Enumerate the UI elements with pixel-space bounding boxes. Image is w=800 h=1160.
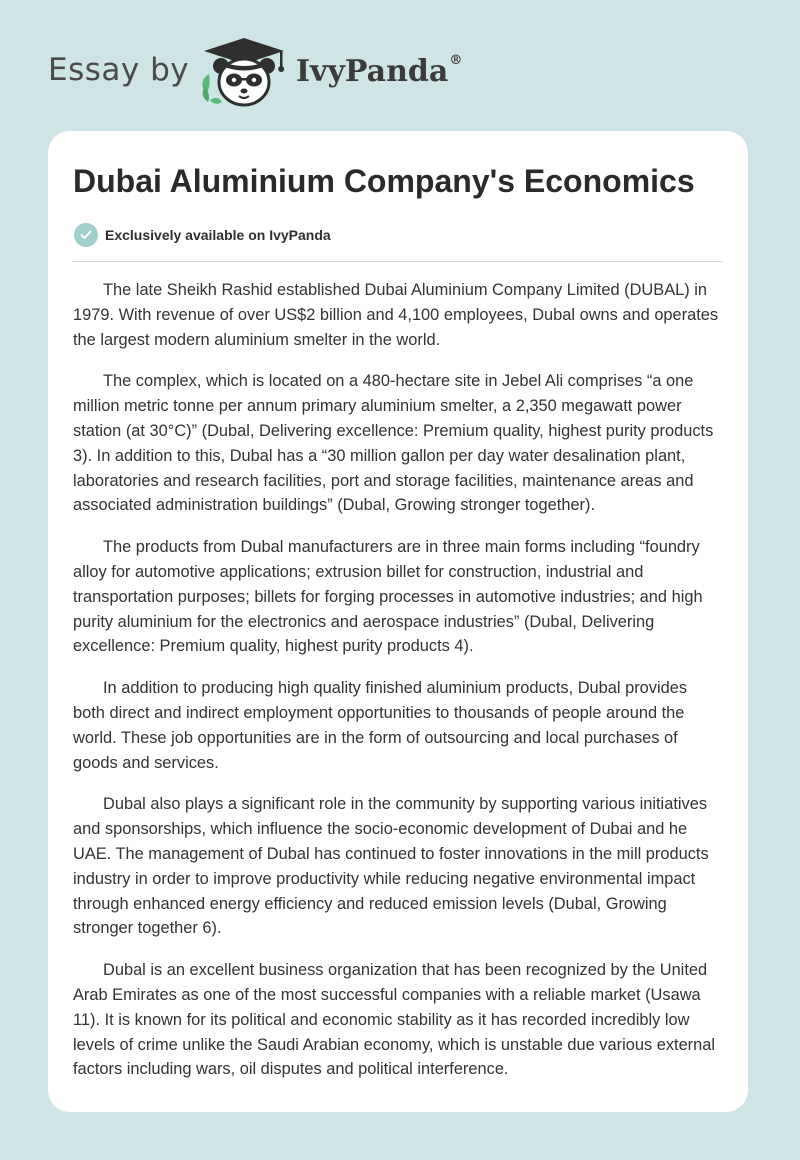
- paragraph-3: The products from Dubal manufacturers are in three main forms including “foundry alloy for automotive applications; extrusion billet for construction, industrial and transportation purposes; billets for forging processes in automotive industries; and high purity aluminium for the electronics and aerospace industries” (Dubal, Delivering excellence: Premium quality, highest purity products 4).: [73, 538, 703, 656]
- brand-text: IvyPanda: [296, 54, 449, 89]
- paragraph-2: The complex, which is located on a 480-hectare site in Jebel Ali comprises “a one million metric tonne per annum primary aluminium smelter, a 2,350 megawatt power station (at 30°C)” (Dubal, Delivering excellence: Premium quality, highest purity products 3). In addition to this, Dubal has a “30 million gallon per day water desalination plant, laboratories and research facilities, port and storage facilities, maintenance areas and associated administration buildings” (Dubal, Growing stronger together).: [73, 372, 714, 515]
- essay-by-label: Essay by: [48, 52, 190, 88]
- exclusive-badge: [74, 223, 331, 247]
- exclusive-label: Exclusively available on IvyPanda: [105, 227, 331, 243]
- site-header: [0, 0, 800, 130]
- paragraph-6: Dubal is an excellent business organization that has been recognized by the United Arab Emirates as one of the most successful companies with a reliable market (Usawa 11). It is known for its political and economic stability as it has recorded incredibly low levels of crime unlike the Saudi Arabian economy, which is unstable due various external factors including wars, oil disputes and political interference.: [73, 961, 716, 1079]
- paragraph-5: Dubal also plays a significant role in the community by supporting various initiatives and sponsorships, which influence the socio-economic development of Dubai and he UAE. The management of Dubal has continued to foster innovations in the mill products industry in order to improve productivity while reducing negative environmental impact through enhanced energy efficiency and reduced emission levels (Dubal, Growing stronger together 6).: [73, 795, 709, 938]
- check-icon: [74, 223, 98, 247]
- article-card: [48, 131, 748, 1112]
- divider: [73, 261, 723, 262]
- registered-mark: ®: [449, 53, 463, 68]
- panda-graduate-icon: [198, 36, 290, 110]
- brand-name[interactable]: [296, 54, 462, 89]
- page-title: Dubai Aluminium Company's Economics: [73, 163, 695, 199]
- article-body: [73, 278, 723, 1099]
- paragraph-1: The late Sheikh Rashid established Dubai Aluminium Company Limited (DUBAL) in 1979. With revenue of over US$2 billion and 4,100 employees, Dubal owns and operates the largest modern aluminium smelter in the world.: [73, 281, 719, 349]
- paragraph-4: In addition to producing high quality finished aluminium products, Dubal provides both direct and indirect employment opportunities to thousands of people around the world. These job opportunities are in the form of outsourcing and local purchases of goods and services.: [73, 679, 688, 772]
